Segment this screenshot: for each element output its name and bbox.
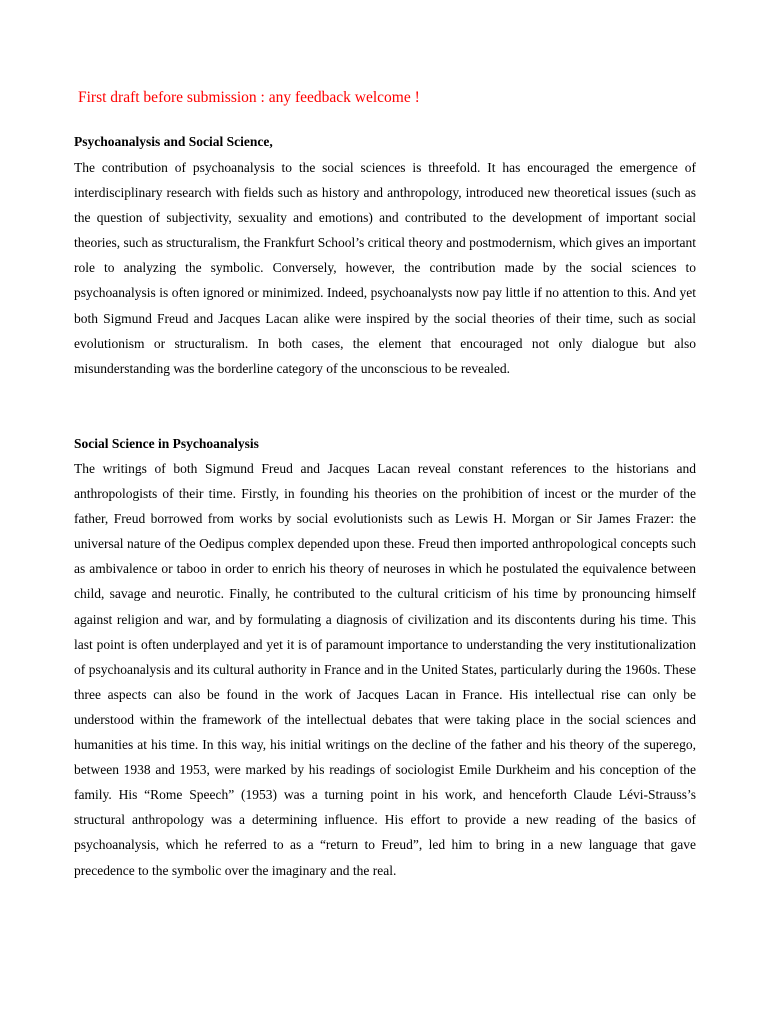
section-paragraph-social-science-in-psychoanalysis: The writings of both Sigmund Freud and Jacques Lacan reveal constant references to the historians and anthropologists of their time. Firstly, in founding his theories on the prohibition of incest or the murder of the father, Freud borrowed from works by social evolutionists such as Lewis H. Morgan or Sir James Frazer: the universal nature of the Oedipus complex depended upon these. Freud then imported anthropological concepts such as ambivalence or taboo in order to enrich his theory of neuroses in which he postulated the equivalence between child, savage and neurotic. Finally, he contributed to the cultural criticism of his time by pronouncing himself against religion and war, and by formulating a diagnosis of civilization and its discontents during his time. This last point is often underplayed and yet it is of paramount importance to understanding the very institutionalization of psychoanalysis and its cultural authority in France and in the United States, particularly during the 1960s. These three aspects can also be found in the work of Jacques Lacan in France. His intellectual rise can only be understood within the framework of the intellectual debates that were taking place in the social sciences and humanities at his time. In this way, his initial writings on the decline of the father and his theory of the superego, between 1938 and 1953, were marked by his readings of sociologist Emile Durkheim and his conception of the family. His “Rome Speech” (1953) was a turning point in his work, and henceforth Claude Lévi-Strauss’s structural anthropology was a determining influence. His effort to provide a new reading of the basics of psychoanalysis, which he referred to as a “return to Freud”, led him to bring in a new language that gave precedence to the symbolic over the imaginary and the real.: [74, 461, 696, 878]
section-heading-psychoanalysis-social-science: Psychoanalysis and Social Science,: [74, 134, 273, 149]
draft-note: First draft before submission : any feedback welcome !: [78, 89, 420, 106]
section-heading-social-science-in-psychoanalysis: Social Science in Psychoanalysis: [74, 436, 259, 451]
section-paragraph-psychoanalysis-social-science: The contribution of psychoanalysis to the social sciences is threefold. It has encouraged the emergence of interdisciplinary research with fields such as history and anthropology, introduced new theoretical issues (such as the question of subjectivity, sexuality and emotions) and contributed to the development of important social theories, such as structuralism, the Frankfurt School’s critical theory and postmodernism, which gives an important role to analyzing the symbolic. Conversely, however, the contribution made by the social sciences to psychoanalysis is often ignored or minimized. Indeed, psychoanalysts now pay little if no attention to this. And yet both Sigmund Freud and Jacques Lacan alike were inspired by the social theories of their time, such as social evolutionism or structuralism. In both cases, the element that encouraged not only dialogue but also misunderstanding was the borderline category of the unconscious to be revealed.: [74, 160, 696, 376]
